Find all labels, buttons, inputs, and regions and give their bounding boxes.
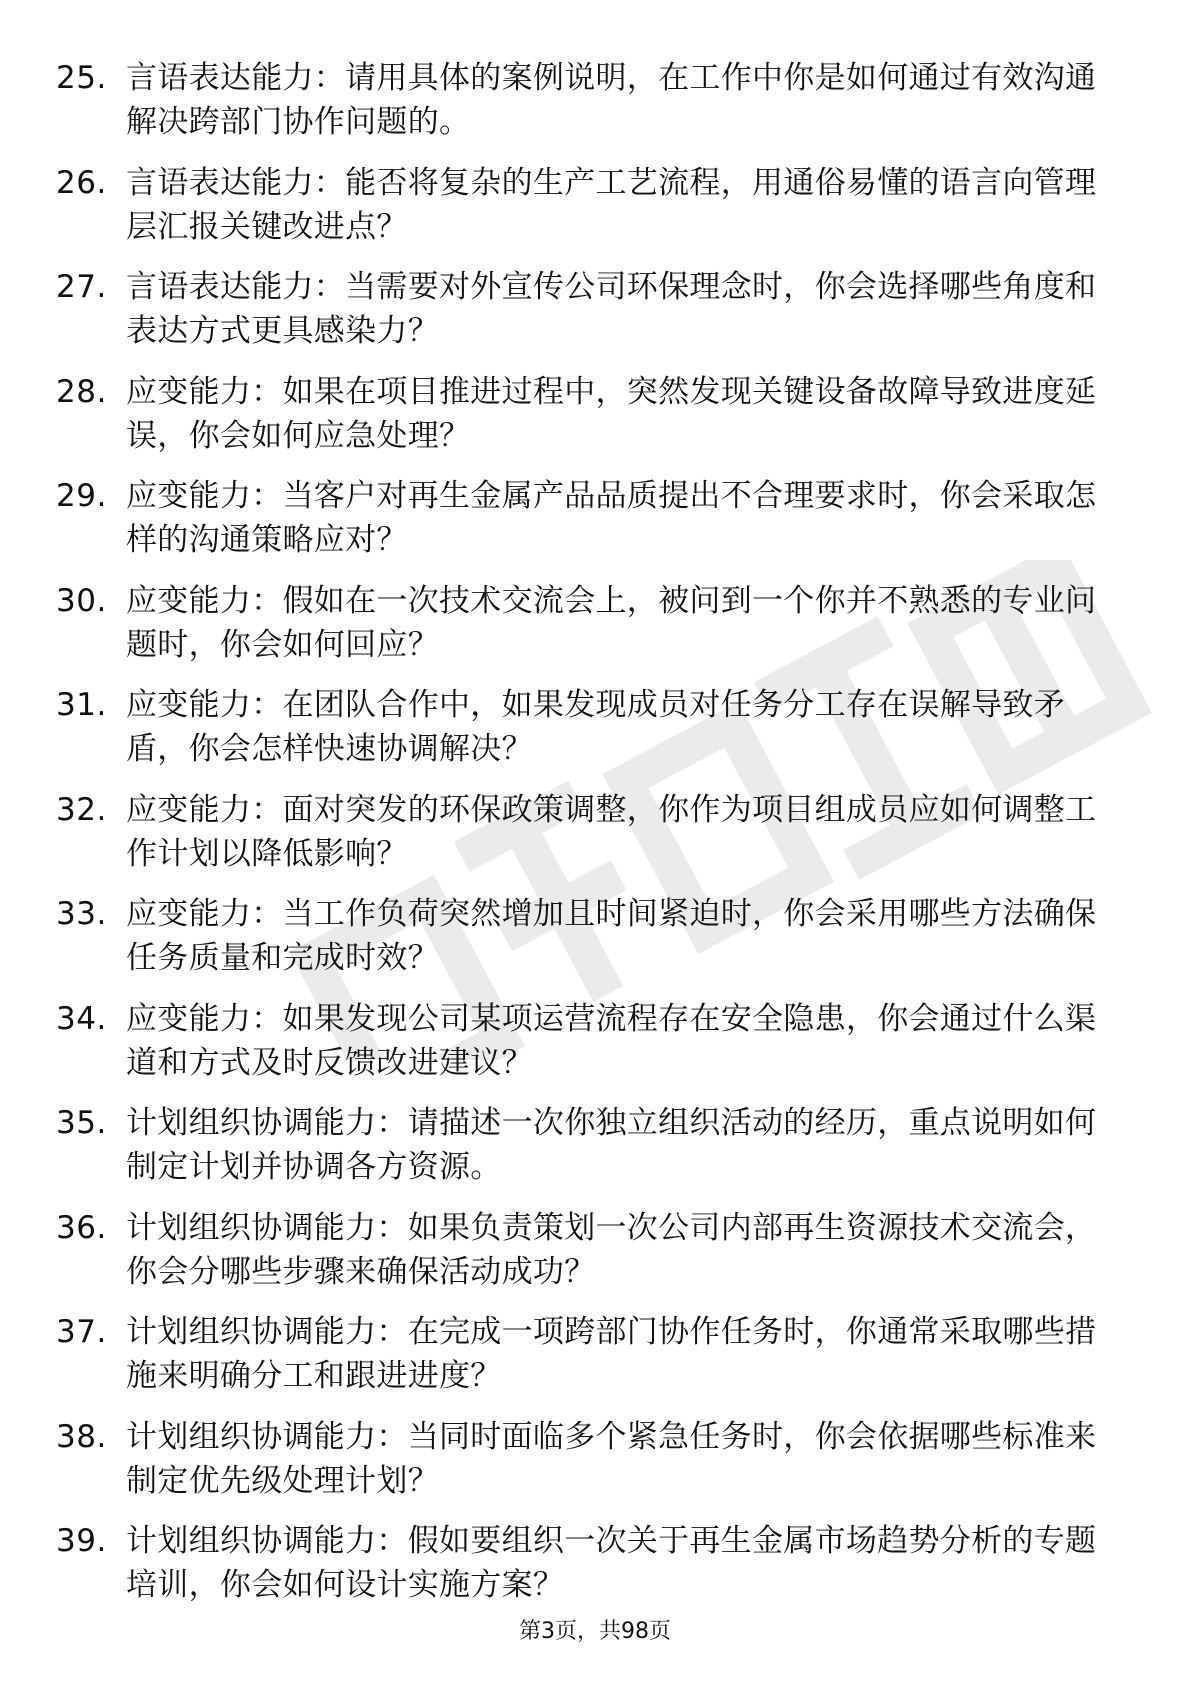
question-number: 25. (56, 60, 107, 96)
question-number: 29. (56, 478, 107, 514)
question-item (0, 1194, 1190, 1299)
question-number: 30. (56, 582, 107, 619)
question-text: 计划组织协调能力：假如要组织一次关于再生金属市场趋势分析的专题培训，你会如何设计实施方案？ (126, 1523, 1097, 1603)
question-number: 39. (56, 1523, 107, 1559)
question-item (0, 1298, 1190, 1403)
question-item (0, 776, 1190, 881)
question-item (0, 44, 1190, 149)
question-text: 计划组织协调能力：如果负责策划一次公司内部再生资源技术交流会，你会分哪些步骤来确保活动成功？ (126, 1209, 1097, 1290)
question-number: 35. (56, 1105, 107, 1141)
question-number: 28. (56, 373, 107, 410)
question-text: 应变能力：面对突发的环保政策调整，你作为项目组成员应如何调整工作计划以降低影响？ (126, 791, 1097, 872)
question-text: 应变能力：假如在一次技术交流会上，被问到一个你并不熟悉的专业问题时，你会如何回应？ (126, 582, 1097, 663)
question-number: 27. (56, 269, 107, 305)
question-text: 计划组织协调能力：请描述一次你独立组织活动的经历，重点说明如何制定计划并协调各方资源。 (126, 1105, 1097, 1185)
question-number: 31. (56, 687, 107, 723)
page-number-label: 第3页，共98页 (519, 1619, 671, 1644)
question-item (0, 358, 1190, 463)
question-list (0, 44, 1190, 1612)
question-item (0, 880, 1190, 985)
question-item (0, 1403, 1190, 1508)
page-footer (0, 1617, 1190, 1647)
question-number: 33. (56, 896, 107, 932)
question-text: 言语表达能力：当需要对外宣传公司环保理念时，你会选择哪些角度和表达方式更具感染力？ (126, 269, 1097, 349)
question-text: 应变能力：如果发现公司某项运营流程存在安全隐患，你会通过什么渠道和方式及时反馈改进建议？ (126, 1000, 1097, 1081)
question-item (0, 671, 1190, 776)
question-number: 38. (56, 1418, 107, 1455)
question-item (0, 149, 1190, 254)
question-text: 计划组织协调能力：当同时面临多个紧急任务时，你会依据哪些标准来制定优先级处理计划？ (126, 1418, 1097, 1499)
question-text: 应变能力：如果在项目推进过程中，突然发现关键设备故障导致进度延误，你会如何应急处理？ (126, 373, 1097, 454)
question-item (0, 567, 1190, 672)
question-item (0, 253, 1190, 358)
question-number: 26. (56, 164, 107, 201)
question-text: 应变能力：当工作负荷突然增加且时间紧迫时，你会采用哪些方法确保任务质量和完成时效？ (126, 896, 1097, 976)
question-item (0, 1507, 1190, 1612)
question-text: 应变能力：当客户对再生金属产品品质提出不合理要求时，你会采取怎样的沟通策略应对？ (126, 478, 1097, 558)
question-number: 36. (56, 1209, 107, 1246)
question-text: 言语表达能力：能否将复杂的生产工艺流程，用通俗易懂的语言向管理层汇报关键改进点？ (126, 164, 1097, 245)
question-number: 34. (56, 1000, 107, 1037)
question-number: 32. (56, 791, 107, 828)
question-text: 应变能力：在团队合作中，如果发现成员对任务分工存在误解导致矛盾，你会怎样快速协调解决？ (126, 687, 1065, 767)
question-item (0, 985, 1190, 1090)
question-number: 37. (56, 1314, 107, 1350)
question-text: 计划组织协调能力：在完成一项跨部门协作任务时，你通常采取哪些措施来明确分工和跟进进度？ (126, 1314, 1097, 1394)
question-item (0, 462, 1190, 567)
question-text: 言语表达能力：请用具体的案例说明，在工作中你是如何通过有效沟通解决跨部门协作问题的。 (126, 60, 1097, 140)
question-item (0, 1089, 1190, 1194)
